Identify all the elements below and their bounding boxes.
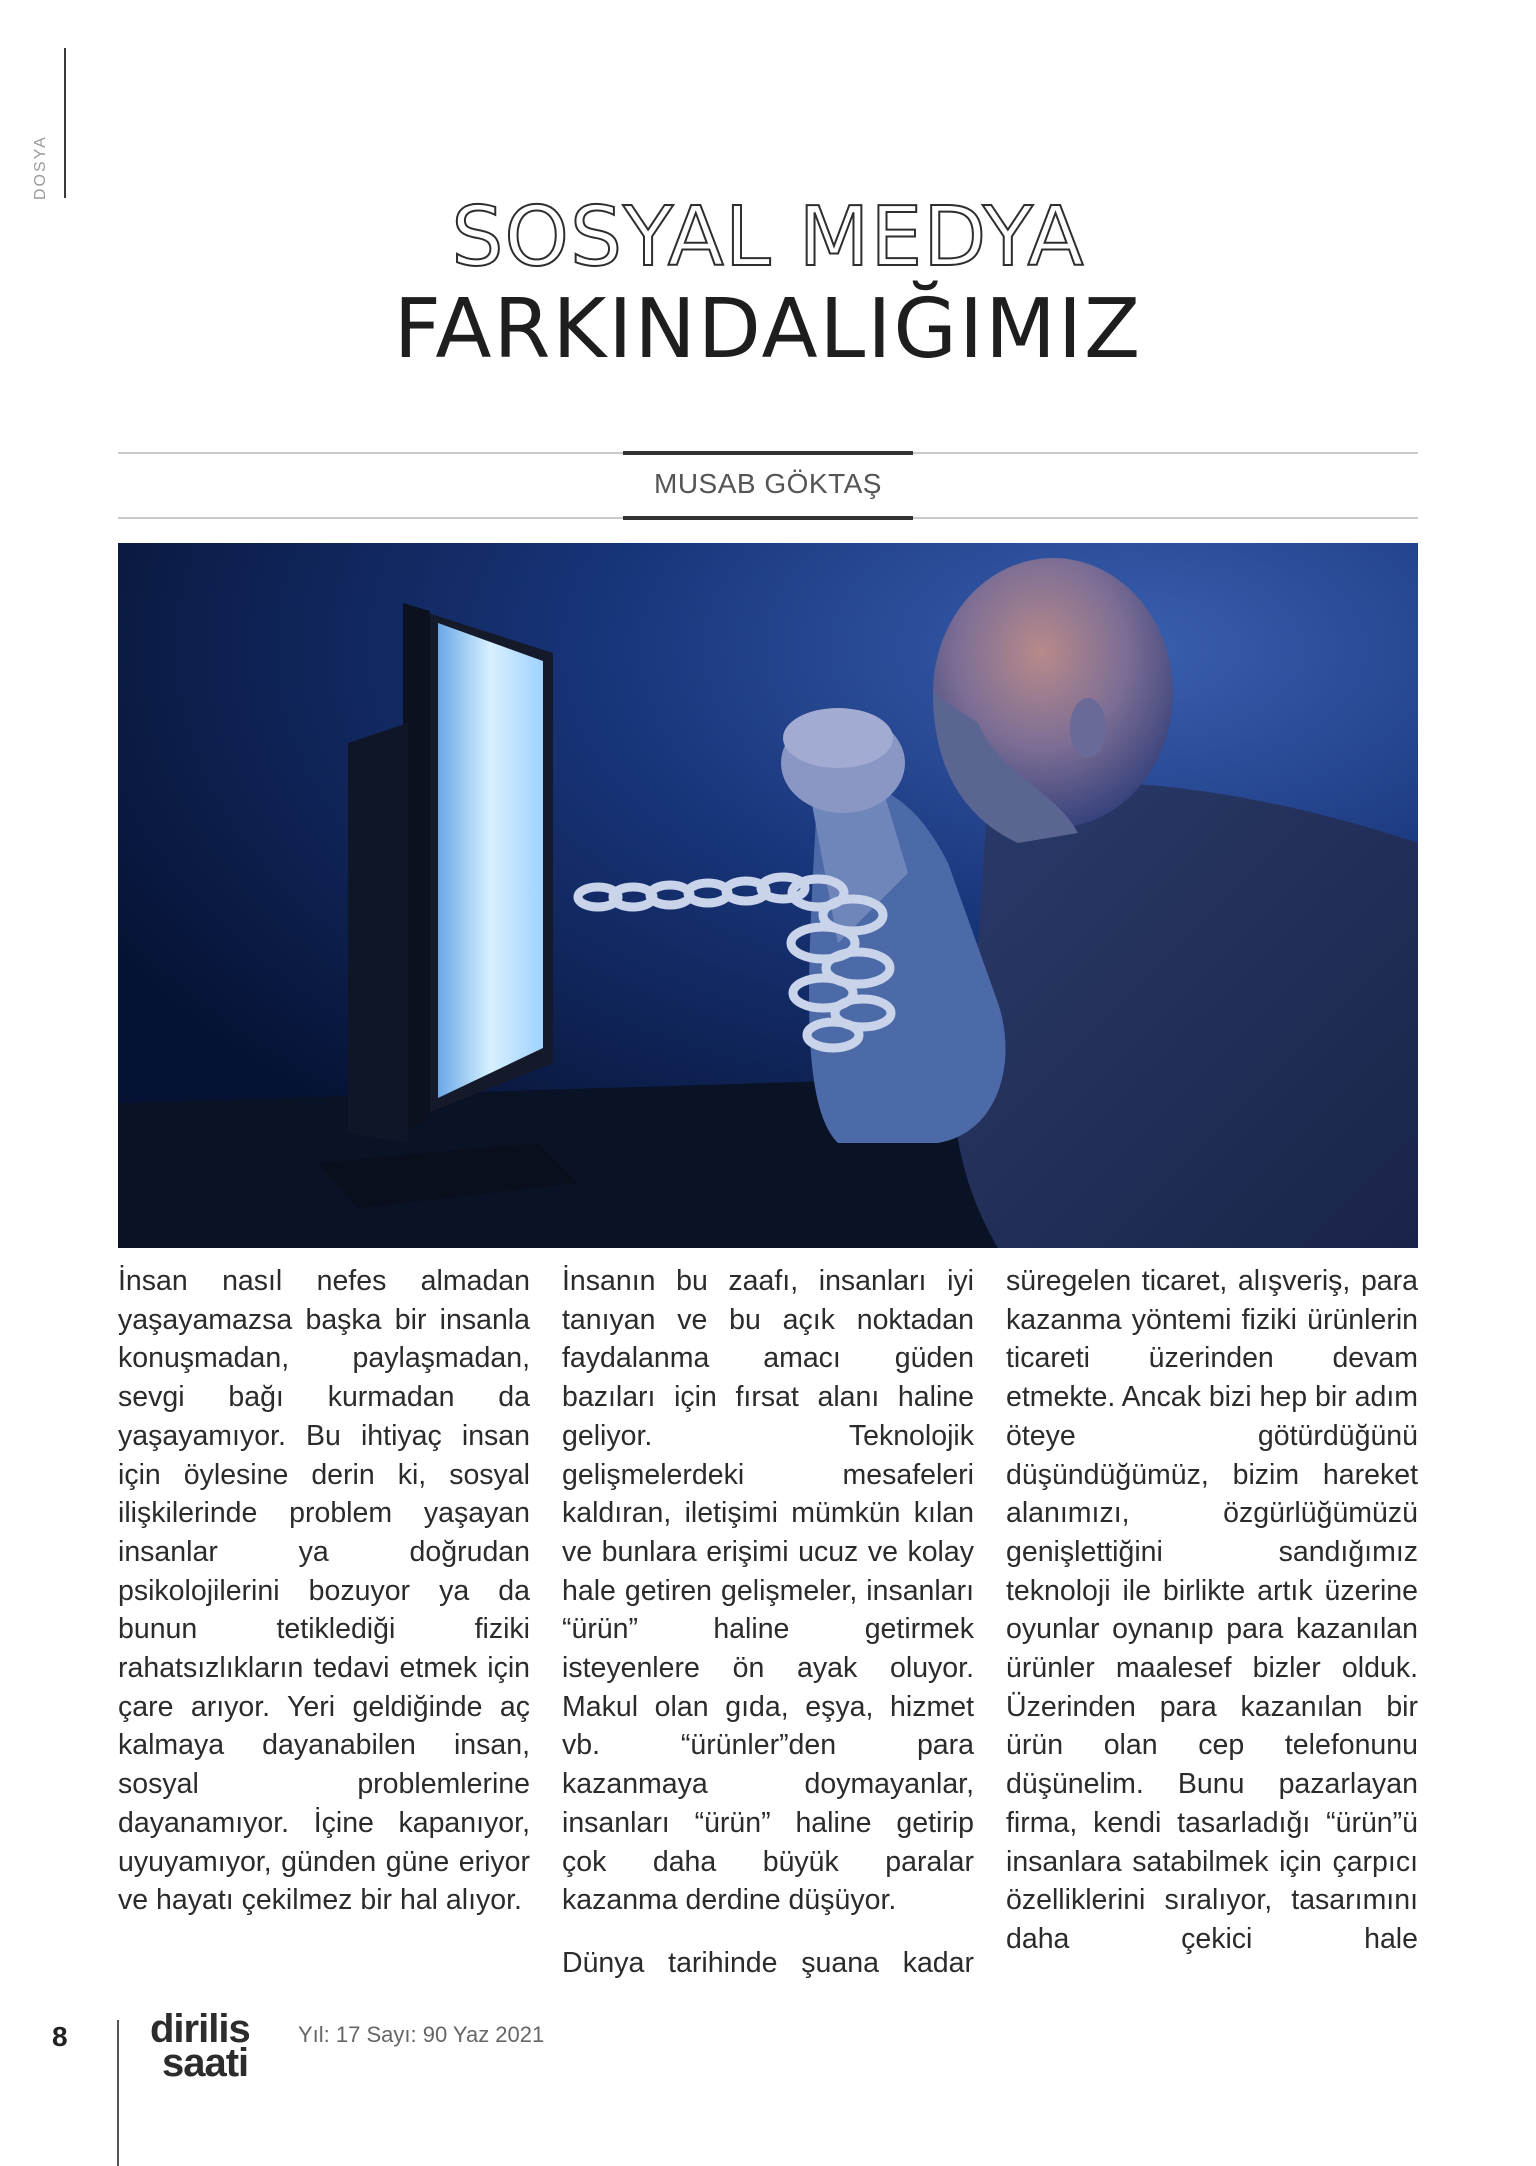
author-name: MUSAB GÖKTAŞ — [654, 468, 882, 499]
section-rule — [64, 48, 66, 198]
paragraph: İnsan nasıl nefes almadan yaşayamazsa başka bir insanla konuşmadan, paylaşmadan, sevgi bağı kurmadan da yaşayamıyor. Bu ihtiyaç insan için öylesine derin ki, sosyal ilişkilerinde problem yaşayan insanlar ya doğrudan psikolojilerini bozuyor ya da bunun tetiklediği fiziki rahatsızlıkların tedavi etmek için çare arıyor. Yeri geldiğinde aç kalmaya dayanabilen insan, sosyal problemlerine dayanamıyor. İçine kapanıyor, uyuyamıyor, günden güne eriyor ve hayatı çekilmez bir hal alıyor. — [118, 1265, 530, 1917]
article-column-3 — [1006, 1262, 1418, 1959]
title-line-2: FARKINDALIĞIMIZ — [393, 282, 1143, 377]
author-rule-top-accent — [623, 451, 913, 455]
article-column-1 — [118, 1262, 530, 1920]
article-photo — [118, 543, 1418, 1248]
article-column-2 — [562, 1262, 974, 1983]
paragraph: süregelen ticaret, alışveriş, para kazanma yöntemi fiziki ürünlerin ticareti üzerinden devam etmekte. Ancak bizi hep bir adım öteye götürdüğünü düşündüğümüz, bizim hareket alanımızı, özgürlüğümüzü genişlettiğini sandığımız teknoloji ile birlikte artık üzerine oyunlar oynanıp para kazanılan ürünler maalesef bizler olduk. Üzerinden para kazanılan bir ürün olan cep telefonunu düşünelim. Bunu pazarlayan firma, kendi tasarladığı “ürün”ü insanlara satabilmek için çarpıcı özelliklerini sıralıyor, tasarımını daha çekici hale — [1006, 1265, 1418, 1955]
chained-man-illustration — [118, 543, 1418, 1248]
logo-line-1: dirilis — [150, 2007, 250, 2051]
author-rule-bottom-accent — [623, 516, 913, 520]
page-number: 8 — [52, 2021, 68, 2052]
paragraph: Dünya tarihinde şuana kadar — [562, 1946, 974, 1979]
logo-line-2: saati — [162, 2041, 249, 2085]
issue-info: Yıl: 17 Sayı: 90 Yaz 2021 — [298, 2022, 545, 2047]
title-line-1: SOSYAL MEDYA — [451, 190, 1085, 285]
magazine-logo — [150, 2007, 280, 2085]
section-label: DOSYA — [32, 135, 49, 200]
paragraph: İnsanın bu zaafı, insanları iyi tanıyan ve bu açık noktadan faydalanma amacı güden bazıları için fırsat alanı haline geliyor. Teknolojik gelişmelerdeki mesafeleri kaldıran, iletişimi mümkün kılan ve bunlara erişimi ucuz ve kolay hale getiren gelişmeler, insanları “ürün” haline getirmek isteyenlere ön ayak oluyor. Makul olan gıda, eşya, hizmet vb. “ürünler”den para kazanmaya doymayanlar, insanları “ürün” haline getirip çok daha büyük paralar kazanma derdine düşüyor. — [562, 1265, 974, 1917]
footer-rule — [117, 2020, 119, 2166]
